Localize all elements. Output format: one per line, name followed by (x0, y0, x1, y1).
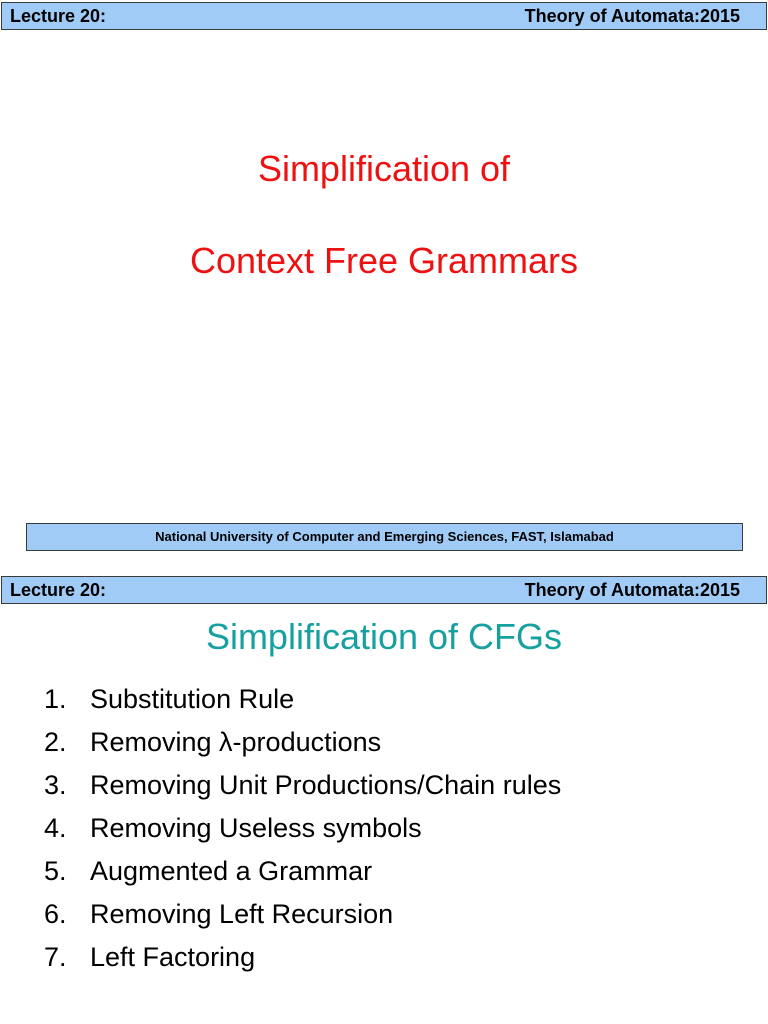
slide-title: Simplification of CFGs (205, 616, 563, 657)
list-item-number: 7. (44, 942, 67, 972)
list-item-text: Removing Unit Productions/Chain rules (90, 770, 562, 800)
list-item-text: Augmented a Grammar (90, 856, 373, 886)
list-item-number: 1. (44, 684, 67, 714)
slide-footer (26, 523, 743, 551)
content-slide (0, 560, 768, 1024)
list-item-text: Removing λ-productions (90, 727, 382, 757)
slide-title-line-2: Context Free Grammars (189, 240, 579, 281)
list-item-number: 2. (44, 727, 67, 757)
slide-title-line-1: Simplification of (257, 148, 511, 189)
list-item-number: 6. (44, 899, 67, 929)
list-item-number: 5. (44, 856, 67, 886)
course-label: Theory of Automata:2015 (524, 580, 740, 600)
lecture-label: Lecture 20: (10, 580, 107, 600)
list-item-number: 3. (44, 770, 67, 800)
list-item-text: Left Factoring (90, 942, 256, 972)
list-item-text: Removing Useless symbols (90, 813, 422, 843)
footer-institution: National University of Computer and Emerging Sciences, FAST, Islamabad (155, 529, 614, 544)
lecture-label: Lecture 20: (10, 6, 107, 26)
slide-header (1, 576, 767, 604)
list-item-text: Substitution Rule (90, 684, 295, 714)
list-item-number: 4. (44, 813, 67, 843)
list-item-text: Removing Left Recursion (90, 899, 394, 929)
slide-header (1, 2, 767, 30)
course-label: Theory of Automata:2015 (524, 6, 740, 26)
